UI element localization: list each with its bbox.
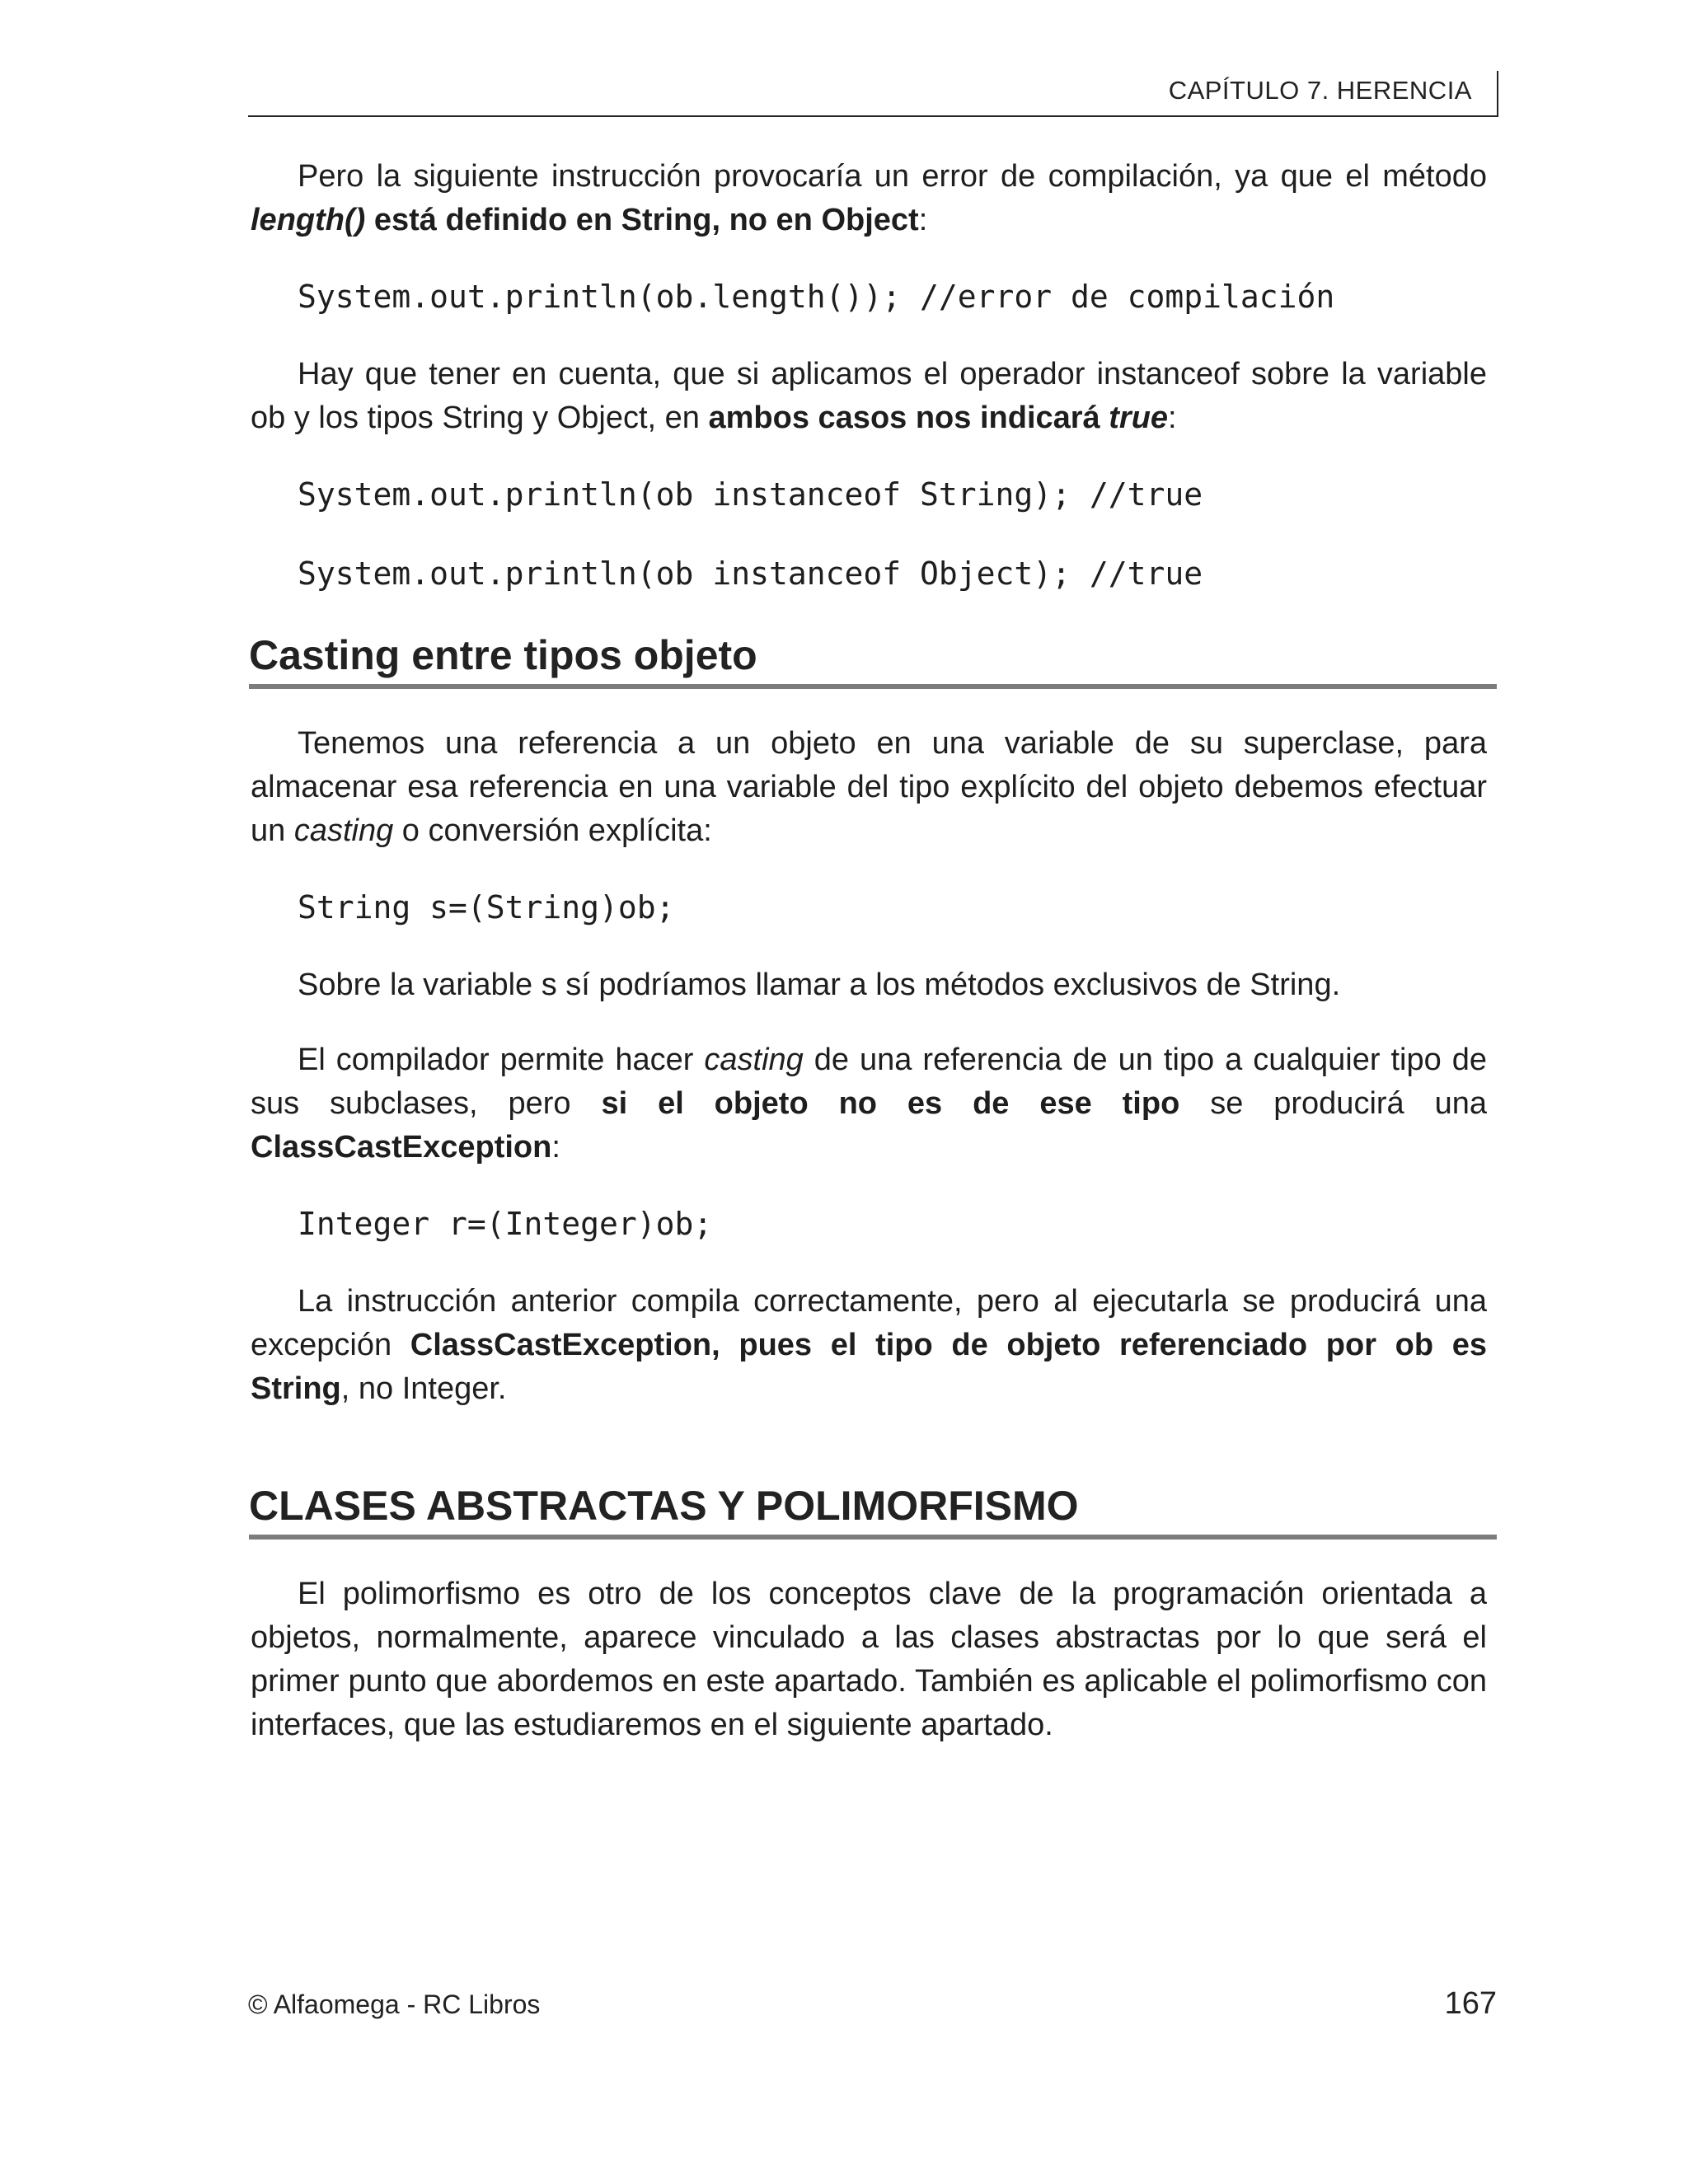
paragraph-instanceof <box>251 353 1487 440</box>
text-run: : <box>1168 401 1177 435</box>
text-run: Hay que tener en cuenta, que si aplicamos el operador instanceof sobre la variable ob y los tipos String y Object, en <box>251 357 1487 435</box>
chapter-section-heading: CLASES ABSTRACTAS Y POLIMORFISMO <box>249 1480 1497 1540</box>
bold-text: ambos casos nos indicará <box>708 401 1109 435</box>
bold-text: si el objeto no es de ese tipo <box>601 1086 1180 1121</box>
text-run: se producirá una <box>1179 1086 1487 1121</box>
page-footer <box>248 1986 1498 2036</box>
bold-text: ClassCastException <box>251 1130 552 1165</box>
bold-text: ClassCastException, pues el tipo de objeto referenciado por ob es String <box>251 1328 1488 1406</box>
paragraph-string-methods: Sobre la variable s sí podríamos llamar a los métodos exclusivos de String. <box>298 968 1341 1002</box>
paragraph-casting-intro <box>251 722 1487 853</box>
publisher-credit: © Alfaomega - RC Libros <box>248 1990 541 2019</box>
page-content <box>251 155 1487 1779</box>
text-run: : <box>918 203 928 237</box>
italic-text: casting <box>704 1043 804 1077</box>
bold-italic-text: true <box>1109 401 1169 435</box>
text-run: Pero la siguiente instrucción provocaría un error de compilación, ya que el método <box>298 159 1487 194</box>
text-run: o conversión explícita: <box>393 813 712 848</box>
code-line: System.out.println(ob.length()); //error de compilación <box>298 279 1335 315</box>
paragraph-classcast <box>251 1038 1487 1169</box>
code-line: System.out.println(ob instanceof Object); //true <box>298 555 1203 592</box>
header-rule-tick <box>1497 71 1498 117</box>
running-head-text: CAPÍTULO 7. HERENCIA <box>1168 76 1472 105</box>
method-name: length() <box>251 203 366 237</box>
paragraph-exception-explained <box>251 1280 1487 1411</box>
running-header <box>248 68 1498 117</box>
text-run: El compilador permite hacer <box>298 1043 705 1077</box>
text-run: de una referencia de un tipo a cualquier tipo de sus subclases, pero <box>251 1043 1487 1121</box>
text-run: La instrucción anterior compila correctamente, pero al ejecutarla se producirá una excepción <box>251 1284 1487 1362</box>
paragraph-polymorphism: El polimorfismo es otro de los conceptos clave de la programación orientada a objetos, normalmente, aparece vinculado a las clases abstractas por lo que será el primer punto que abordemos en este apartado. También es aplicable el polimorfismo con interfaces, que las estudiaremos en el siguiente apartado. <box>251 1577 1487 1742</box>
italic-text: casting <box>293 813 394 848</box>
code-line: System.out.println(ob instanceof String); //true <box>298 476 1203 513</box>
code-line: Integer r=(Integer)ob; <box>298 1206 713 1242</box>
text-run: : <box>551 1130 560 1165</box>
code-line: String s=(String)ob; <box>298 889 675 926</box>
text-run: Tenemos una referencia a un objeto en una variable de su superclase, para almacenar esa referencia en una variable del tipo explícito del objeto debemos efectuar un <box>251 726 1487 848</box>
section-heading: Casting entre tipos objeto <box>249 630 1497 689</box>
bold-text: está definido en String, no en Object <box>365 203 919 237</box>
page-number: 167 <box>1444 1986 1497 2021</box>
paragraph-length-error <box>251 155 1487 242</box>
text-run: , no Integer. <box>340 1371 507 1406</box>
